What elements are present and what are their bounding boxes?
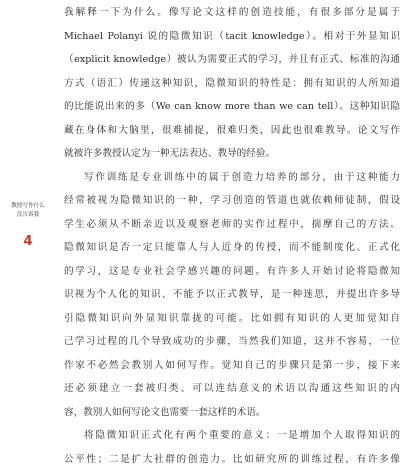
text-line: 识视为个人化的知识、不能予以正式教导，是一种迷思，并提出许多导 — [64, 283, 400, 307]
text-line: 就被许多教授认定为一种无法表达、教导的经验。 — [64, 142, 400, 166]
text-line: 作家不必然会教别人如何写作。觉知自己的步骤只是第一步，接下来 — [64, 354, 400, 378]
paragraph — [64, 424, 400, 471]
text-line: 的比能说出来的多（We can know more than we can tell）。这种知识隐 — [64, 95, 400, 119]
text-line: 我解释一下为什么。像写论文这样的创造技能，有很多部分是属于 — [64, 1, 400, 25]
text-line: 还必须建立一套被归类、可以连结意义的术语以沟通这些知识的内 — [64, 377, 400, 401]
text-line: 经常被视为隐微知识的一种，学习创造的管道也就依赖师徒制，假设 — [64, 189, 400, 213]
text-line: 的学习，这是专业社会学感兴趣的问题。有许多人开始讨论将隐微知 — [64, 260, 400, 284]
paragraph — [64, 1, 400, 166]
text-line: Michael Polanyi 说的隐微知识（tacit knowledge）。相对于外显知识 — [64, 25, 400, 49]
text-line: 隐微知识是否一定只能靠人与人近身的传授，而不能制度化、正式化 — [64, 236, 400, 260]
text-line: 己学习过程的几个导致成功的步骤，当然我们知道，这并不容易，一位 — [64, 330, 400, 354]
text-line: 公平性；二是扩大社群的创造力。比如研究所的训练过程，有许多像 — [64, 448, 400, 471]
text-line: 将隐微知识正式化有两个重要的意义：一是增加个人取得知识的 — [64, 424, 400, 448]
text-line: 藏在身体和大脑里，很难捕捉，很难归类，因此也很难教导。论文写作 — [64, 119, 400, 143]
section-title: 教授写作什么 没告诉我 — [2, 202, 54, 220]
text-line: 方式（语汇）传递这种知识，隐微知识的特性是：拥有知识的人所知道 — [64, 72, 400, 96]
margin-note — [2, 202, 54, 249]
text-line: 学生必须从不断亲近以及观察老师的实作过程中，揣摩自己的方法。 — [64, 213, 400, 237]
text-line: 引隐微知识向外显知识靠拢的可能。比如拥有知识的人更加觉知自 — [64, 307, 400, 331]
paragraph — [64, 166, 400, 425]
text-line: 容，教别人如何写论文也需要一套这样的术语。 — [64, 401, 400, 425]
text-line: （explicit knowledge）被认为需要正式的学习，并且有正式、标准的沟通 — [64, 48, 400, 72]
page-number: 4 — [2, 234, 54, 249]
text-line: 写作训练是专业训练中的属于创造力培养的部分，由于这种能力 — [64, 166, 400, 190]
body-text — [64, 1, 400, 471]
